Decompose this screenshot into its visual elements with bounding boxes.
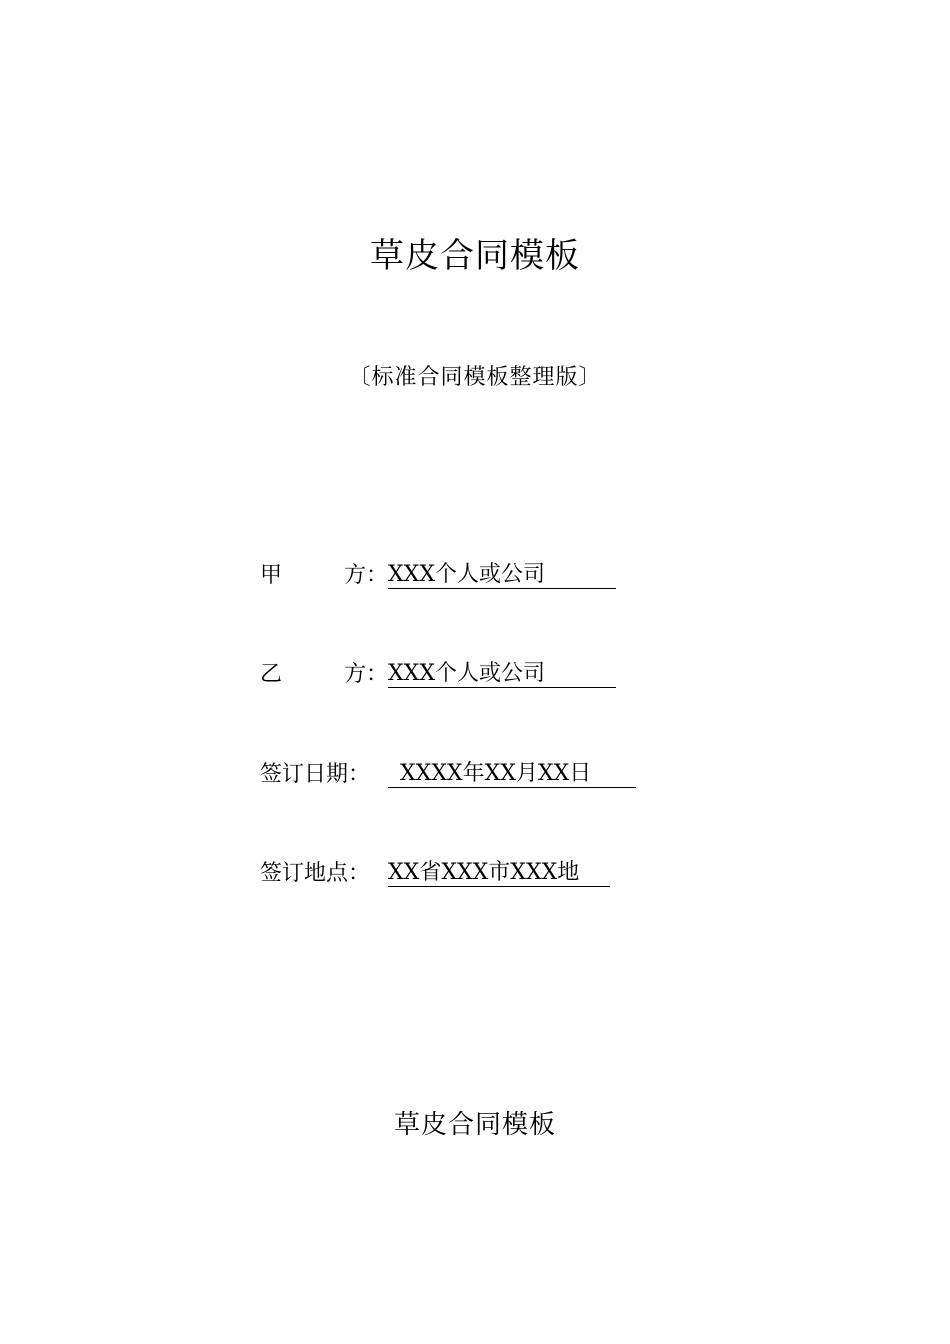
signing-date-field [260, 760, 636, 790]
party-a-label [260, 561, 388, 591]
party-b-value: XXX个人或公司 [388, 661, 616, 688]
footer-title: 草皮合同模板 [393, 1110, 556, 1140]
party-a-label-left: 甲 [260, 563, 283, 588]
document-subtitle: 〔标准合同模板整理版〕 [348, 365, 602, 390]
party-b-field [260, 660, 616, 690]
signing-place-field [260, 859, 610, 889]
document-title: 草皮合同模板 [370, 236, 580, 276]
party-a-field [260, 561, 616, 591]
signing-date-value: XXXX年XX月XX日 [388, 761, 636, 788]
party-a-value: XXX个人或公司 [388, 562, 616, 589]
party-b-label-left: 乙 [260, 662, 283, 687]
signing-place-label: 签订地点： [260, 861, 371, 886]
party-b-label [260, 660, 388, 690]
signing-date-label: 签订日期： [260, 762, 371, 787]
party-b-label-right: 方： [343, 662, 388, 687]
signing-place-value: XX省XXX市XXX地 [388, 860, 610, 887]
party-a-label-right: 方： [343, 563, 388, 588]
